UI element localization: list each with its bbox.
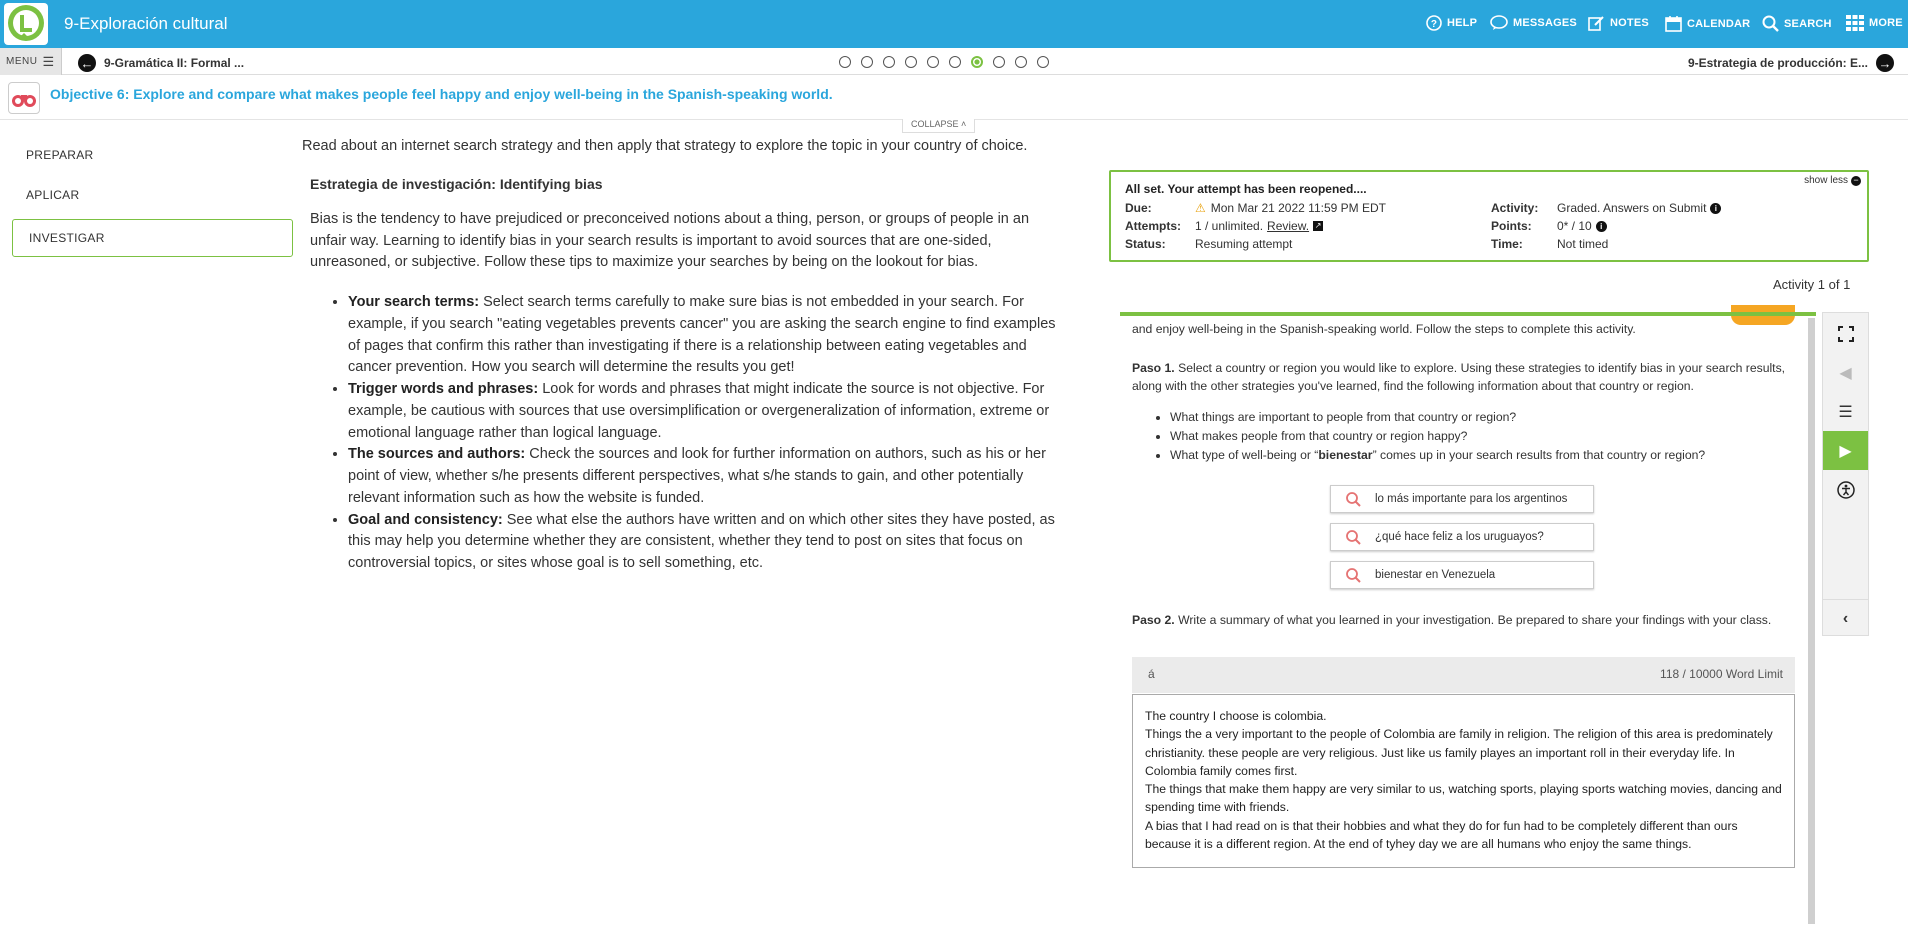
show-less-link[interactable]: show less − xyxy=(1804,175,1861,186)
messages-link[interactable]: MESSAGES xyxy=(1490,15,1577,31)
time-value: Not timed xyxy=(1557,237,1609,251)
arrow-right-icon: → xyxy=(1876,54,1894,72)
triangle-left-icon: ◀ xyxy=(1839,365,1852,382)
help-link[interactable]: ? HELP xyxy=(1426,15,1477,31)
help-icon xyxy=(1426,15,1442,31)
search-icon xyxy=(1331,529,1375,546)
list-view-button[interactable] xyxy=(1823,393,1868,431)
search-example-button[interactable]: bienestar en Venezuela xyxy=(1330,561,1594,589)
page-indicator-3[interactable] xyxy=(878,48,900,75)
page-indicator-1[interactable] xyxy=(834,48,856,75)
circle-icon xyxy=(883,56,895,68)
info-icon[interactable]: i xyxy=(1596,221,1607,232)
page-indicator-4[interactable] xyxy=(900,48,922,75)
fullscreen-icon xyxy=(1838,326,1854,342)
list-item: • What things are important to people from that country or region? xyxy=(1170,408,1800,427)
circle-icon xyxy=(1015,56,1027,68)
status-title: All set. Your attempt has been reopened.... xyxy=(1125,182,1367,196)
external-link-icon: ↗ xyxy=(1314,221,1322,230)
tips-list xyxy=(348,292,1060,575)
answer-textarea[interactable]: The country I choose is colombia. Things the a very important to the people of Colombia are family in religion. The religion of this area is predominately christianity. these people are very religious. Just like us family playes an important roll in their everyday life. In Colombia family comes first. The things that make them happy are very similar to us, watching sports, playing sports watching movies, dancing and spending time with friends. A bias that I had read on is that their hobbies and what they do for fun had to be completely different than ours because it is a different region. At the end of tyhey day we are all humans who enjoy the same things. xyxy=(1132,694,1795,868)
list-item: • Goal and consistency: See what else the authors have written and on which other sites they have posted, as this may help you determine whether they are consistent, whether they tend to post on sites that focus on controversial topics, or sites whose goal is to sell something, etc. xyxy=(348,510,1060,575)
circle-icon xyxy=(861,56,873,68)
editor-toolbar xyxy=(1132,657,1795,693)
lesson-nav-bar xyxy=(0,48,1908,75)
app-title: 9-Exploración cultural xyxy=(64,14,228,33)
hamburger-icon: ☰ xyxy=(42,53,55,69)
status-value: Resuming attempt xyxy=(1195,237,1293,251)
chevron-up-icon: ˄ xyxy=(961,119,967,129)
search-icon xyxy=(1331,491,1375,508)
special-char-button[interactable]: á xyxy=(1148,667,1155,681)
circle-icon xyxy=(1037,56,1049,68)
collapse-button[interactable]: COLLAPSE ˄ xyxy=(902,119,975,133)
next-step-button[interactable] xyxy=(1823,431,1868,470)
search-icon xyxy=(1331,567,1375,584)
page-indicator-6[interactable] xyxy=(944,48,966,75)
objective-text: Objective 6: Explore and compare what makes people feel happy and enjoy well-being in the Spanish-speaking world. xyxy=(50,86,833,102)
intro-text: Read about an internet search strategy and then apply that strategy to explore the topic in your country of choice. xyxy=(302,138,1028,154)
calendar-link[interactable]: CALENDAR xyxy=(1665,15,1750,32)
circle-icon xyxy=(839,56,851,68)
page-indicator-2[interactable] xyxy=(856,48,878,75)
triangle-right-icon: ▶ xyxy=(1839,442,1852,460)
activity-counter: Activity 1 of 1 xyxy=(1773,277,1851,292)
strategy-heading: Estrategia de investigación: Identifying bias xyxy=(310,175,603,192)
sidebar-item-preparar[interactable]: PREPARAR xyxy=(26,148,94,162)
info-icon[interactable]: i xyxy=(1710,203,1721,214)
notes-icon xyxy=(1588,15,1605,31)
accessibility-button[interactable] xyxy=(1823,471,1868,509)
page-indicator-7[interactable] xyxy=(966,48,988,75)
list-item: • What type of well-being or “bienestar” comes up in your search results from that country or region? xyxy=(1170,446,1800,465)
paso2-text: Paso 2. Write a summary of what you learned in your investigation. Be prepared to share your findings with your class. xyxy=(1132,613,1772,627)
sidebar-item-investigar[interactable]: INVESTIGAR xyxy=(12,219,293,257)
chevron-left-icon: ‹ xyxy=(1842,609,1849,627)
search-example-button[interactable]: ¿qué hace feliz a los uruguayos? xyxy=(1330,523,1594,551)
activity-type: Graded. Answers on Submit xyxy=(1557,201,1707,215)
menu-button[interactable]: MENU ☰ xyxy=(0,48,62,75)
grid-icon xyxy=(1846,15,1864,31)
list-item: • Trigger words and phrases: Look for words and phrases that might indicate the source is not objective. For example, be cautious with sources that use oversimplification or overgeneralization of information, extreme or emotional language rather than logical language. xyxy=(348,379,1060,444)
accessibility-icon xyxy=(1837,481,1855,499)
list-item: • Your search terms: Select search terms carefully to make sure bias is not embedded in your search. For example, if you search "eating vegetables prevents cancer" you are asking the search engine to find examples of pages that confirm this rather than investigating if there is a relationship between eating vegetables and cancer prevention. How you search will determine the results you get! xyxy=(348,292,1060,379)
top-bar xyxy=(0,0,1908,48)
questions-list xyxy=(1170,408,1800,465)
attempt-status-panel: show less − All set. Your attempt has been reopened.... Due: ⚠ Mon Mar 21 2022 11:59 PM EDT Attempts: 1 / unlimited. Review. ↗ Status: Resuming attempt Activity: Graded. Answers on Submit i Points: 0* / 10 i Time: Not timed xyxy=(1109,170,1869,262)
circle-icon xyxy=(993,56,1005,68)
activity-toolbar xyxy=(1822,312,1869,636)
circle-icon xyxy=(905,56,917,68)
search-icon xyxy=(1762,15,1779,32)
activity-scrollbar[interactable] xyxy=(1808,318,1815,924)
attempts-value: 1 / unlimited. xyxy=(1195,219,1264,233)
paso1-text: Paso 1. Select a country or region you would like to explore. Using these strategies to identify bias in your search results, along with the other strategies you've learned, find the following information about that country or region. xyxy=(1132,361,1786,394)
review-link[interactable]: Review. xyxy=(1267,219,1310,233)
more-link[interactable]: MORE xyxy=(1846,15,1903,31)
warning-icon: ⚠ xyxy=(1195,201,1206,215)
calendar-icon xyxy=(1665,15,1682,32)
page-indicators xyxy=(834,48,1054,75)
fullscreen-button[interactable] xyxy=(1823,315,1868,353)
activity-intro: and enjoy well-being in the Spanish-speaking world. Follow the steps to complete this activity. xyxy=(1132,322,1636,336)
circle-icon xyxy=(949,56,961,68)
list-item: • What makes people from that country or region happy? xyxy=(1170,427,1800,446)
binoculars-icon xyxy=(8,82,40,114)
previous-lesson-link[interactable]: ← 9-Gramática II: Formal ... xyxy=(78,54,244,72)
search-example-button[interactable]: lo más importante para los argentinos xyxy=(1330,485,1594,513)
next-lesson-link[interactable]: 9-Estrategia de producción: E... → xyxy=(1688,54,1894,72)
due-date: Mon Mar 21 2022 11:59 PM EDT xyxy=(1210,201,1386,215)
page-indicator-10[interactable] xyxy=(1032,48,1054,75)
list-icon: ☰ xyxy=(1838,404,1853,421)
search-link[interactable]: SEARCH xyxy=(1762,15,1832,32)
page-indicator-5[interactable] xyxy=(922,48,944,75)
notes-link[interactable]: NOTES xyxy=(1588,15,1649,31)
svg-text:?: ? xyxy=(1430,19,1438,30)
page-indicator-9[interactable] xyxy=(1010,48,1032,75)
reading-content xyxy=(302,136,1060,575)
previous-step-button[interactable] xyxy=(1823,354,1868,392)
objective-bar xyxy=(0,76,1908,120)
circle-icon xyxy=(927,56,939,68)
app-logo[interactable] xyxy=(4,3,48,45)
circle-icon xyxy=(971,56,983,68)
word-count: 118 / 10000 Word Limit xyxy=(1660,667,1783,681)
sidebar-item-aplicar[interactable]: APLICAR xyxy=(26,188,80,202)
points-value: 0* / 10 xyxy=(1557,219,1592,233)
minus-circle-icon: − xyxy=(1851,176,1861,186)
page-indicator-8[interactable] xyxy=(988,48,1010,75)
collapse-panel-button[interactable] xyxy=(1823,599,1868,637)
bias-paragraph: Bias is the tendency to have prejudiced or preconceived notions about a thing, person, or groups of people in an unfair way. Learning to identify bias in your search results is important to avoid sources that are one-sided, unreasoned, or subjective. Follow these tips to maximize your searches by being on the lookout for bias. xyxy=(310,210,1030,271)
arrow-left-icon: ← xyxy=(78,54,96,72)
list-item: • The sources and authors: Check the sources and look for further information on authors, such as his or her point of view, whether s/he presents different perspectives, what s/he stands to gain, and other potentially relevant information such as how the website is funded. xyxy=(348,444,1060,509)
messages-icon xyxy=(1490,15,1508,31)
